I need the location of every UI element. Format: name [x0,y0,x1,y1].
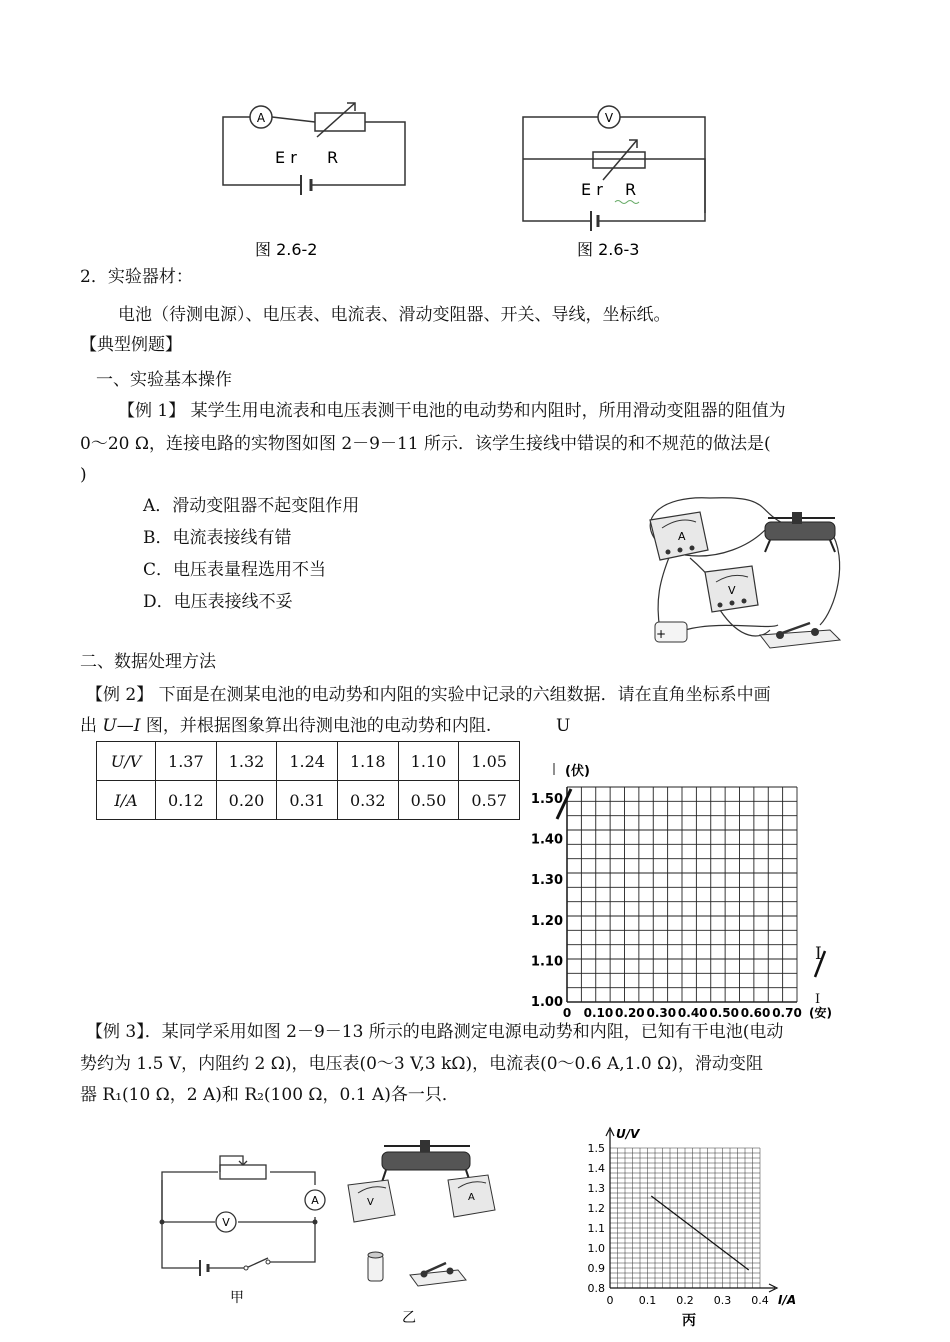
table-cell: 1.18 [337,742,398,781]
example3-text: ．某同学采用如图 2－9－13 所示的电路测定电源电动势和内阻，已知有干电池(电动 [144,1022,784,1042]
example2-label: 【例 2】 [86,685,154,705]
materials-heading: 2．实验器材： [80,267,193,287]
y-axis-unit: (伏) [565,764,590,779]
example3-label: 【例 3】 [86,1022,145,1042]
example1-line2: 0～20 Ω，连接电路的实物图如图 2－9－11 所示．该学生接线中错误的和不规范的做法是( [80,434,771,454]
option-a: A．滑动变阻器不起变阻作用 [143,496,360,516]
table-cell: 1.05 [459,742,520,781]
row-label: I/A [97,781,156,820]
y-tick-label: 0.9 [587,1262,605,1275]
y-axis-label: U/V [616,1127,640,1141]
x-tick-label: 0 [562,1006,572,1020]
table-cell: 1.10 [398,742,459,781]
table-cell: 0.20 [216,781,277,820]
x-tick-label: 0.1 [638,1294,657,1307]
apparatus-ammeter-label: A [678,530,686,543]
y-tick-label: 1.5 [587,1142,605,1155]
apparatus-yi [340,1130,520,1330]
part2-heading: 二、数据处理方法 [80,652,216,672]
typical-examples-heading: 【典型例题】 [80,335,182,355]
y-tick-label: 1.3 [587,1182,605,1195]
row-label: U/V [97,742,156,781]
apparatus-figure-2-9-11 [630,490,870,660]
stray-u-glyph: U [556,716,571,736]
x-axis-unit: (安) [809,1006,832,1020]
y-tick-label: 1.4 [587,1162,605,1175]
apparatus-ammeter-label: A [468,1192,475,1203]
figure-label-bing: 丙 [682,1313,696,1329]
voltmeter-label: V [222,1216,230,1229]
x-tick-label: 0.50 [709,1006,739,1020]
circuit-jia [150,1150,330,1310]
y-tick-label: 1.2 [587,1202,605,1215]
option-b: B．电流表接线有错 [143,528,292,548]
example1-line3: ) [80,465,87,485]
x-tick-label: 0.40 [677,1006,708,1020]
x-tick-label: 0.3 [713,1294,732,1307]
example2-line1 [86,683,771,707]
svg-text:+: + [656,627,667,641]
example3-line3: 器 R₁(10 Ω，2 A)和 R₂(100 Ω，0.1 A)各一只． [80,1085,459,1105]
x-tick-label: 0.10 [583,1006,614,1020]
stray-i-glyph: I [815,944,822,964]
figure-label-jia: 甲 [230,1290,244,1306]
figure-caption: 图 2.6-3 [577,240,640,259]
ammeter-label: A [311,1194,319,1207]
table-cell: 0.12 [156,781,217,820]
figure-caption: 图 2.6-2 [255,240,318,259]
x-tick-label: 0 [606,1294,614,1307]
table-cell: 1.24 [277,742,338,781]
y-tick-label: 1.1 [587,1222,605,1235]
example1-label: 【例 1】 [118,401,186,421]
example3-line2: 势约为 1.5 V，内阻约 2 Ω)，电压表(0～3 V,3 kΩ)，电流表(0～0.6 A,1.0 Ω)，滑动变阻 [80,1054,763,1074]
ammeter-label: A [256,111,266,125]
chart-bing [570,1120,830,1332]
example2-text: 下面是在测某电池的电动势和内阻的实验中记录的六组数据．请在直角坐标系中画 [153,685,771,705]
table-row [97,742,520,781]
x-tick-label: 0.60 [740,1006,771,1020]
table-row [97,781,520,820]
data-table [96,741,520,820]
stray-i-glyph-2: I [815,992,821,1007]
figure-2-6-2 [215,95,415,265]
x-tick-label: 0.30 [646,1006,677,1020]
y-tick-label: 1.10 [530,954,563,970]
option-c: C．电压表量程选用不当 [143,560,327,580]
y-tick-label: 1.40 [530,832,563,848]
table-cell: 0.50 [398,781,459,820]
option-d: D．电压表接线不妥 [143,592,293,612]
y-tick-label: 1.20 [530,913,563,929]
blank-graph-paper [525,755,845,1020]
example2-line2: 出 U—I 图，并根据图象算出待测电池的电动势和内阻. [80,716,492,736]
y-tick-label: 1.0 [587,1242,605,1255]
x-axis-label: I/A [778,1293,797,1307]
voltmeter-label: V [604,111,614,125]
resistor-label: R [327,148,339,167]
example3-line1 [86,1020,783,1044]
figure-2-6-3 [515,95,715,265]
part1-heading: 一、实验基本操作 [96,370,232,390]
table-cell: 1.32 [216,742,277,781]
table-cell: 0.32 [337,781,398,820]
x-tick-label: 0.20 [615,1006,645,1020]
resistor-label: R [625,180,637,199]
x-tick-label: 0.2 [676,1294,694,1307]
emf-label: E r [275,148,297,167]
apparatus-voltmeter-label: V [728,584,736,597]
y-tick-label: 0.8 [587,1282,605,1295]
example1-text: 某学生用电流表和电压表测干电池的电动势和内阻时，所用滑动变阻器的阻值为 [185,401,786,421]
emf-label: E r [581,180,603,199]
x-tick-label: 0.70 [772,1006,802,1020]
y-tick-label: 1.00 [530,995,563,1010]
apparatus-voltmeter-label: V [367,1197,374,1208]
table-cell: 0.57 [459,781,520,820]
y-tick-label: 1.50 [530,792,563,807]
table-cell: 0.31 [277,781,338,820]
figure-label-yi: 乙 [402,1310,416,1326]
example1-line1 [118,399,786,423]
table-cell: 1.37 [156,742,217,781]
materials-list: 电池（待测电源）、电压表、电流表、滑动变阻器、开关、导线，坐标纸。 [118,305,671,325]
y-tick-label: 1.30 [530,873,563,889]
x-tick-label: 0.4 [751,1294,769,1307]
